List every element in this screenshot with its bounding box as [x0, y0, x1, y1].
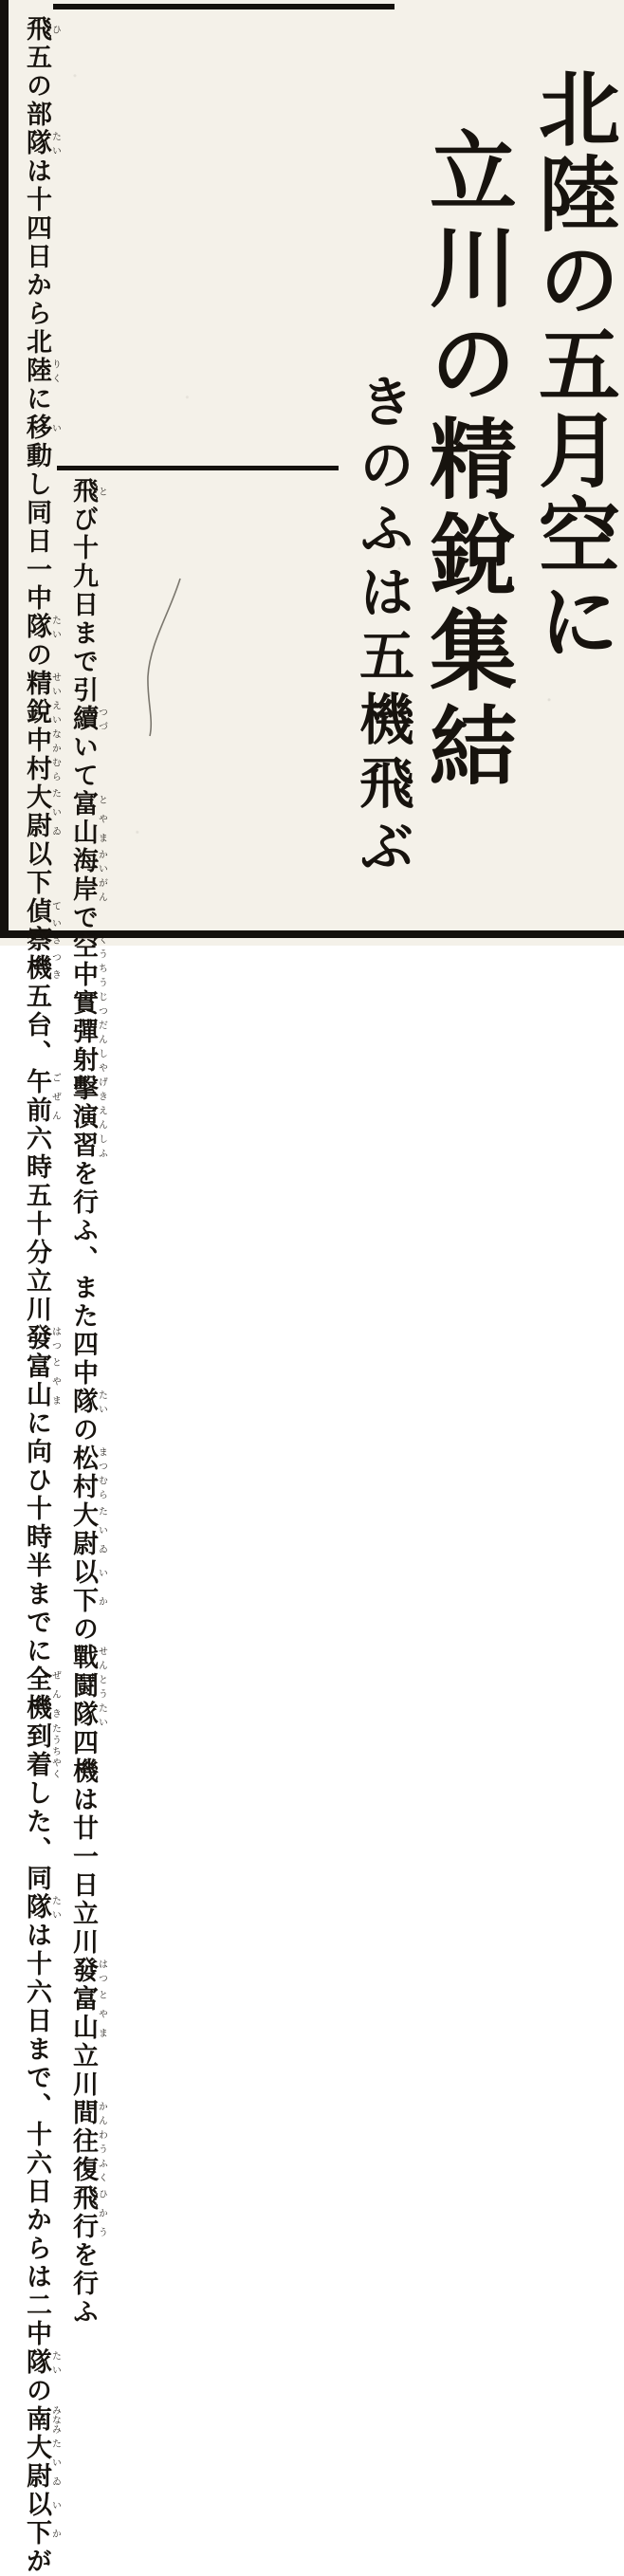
body-column-9: 四中隊たいの松村まつむら大尉たいゐ以下いかの戰鬪隊せんとうたい四 [69, 1331, 107, 1757]
stray-pen-mark [140, 577, 188, 738]
body-column-7: 飛とび十九日まで引續つづいて富山とやま海岸かいがん [69, 477, 107, 904]
body-column-8: で空中くうちう實彈じつだん射擊しやげき演習えんしふを行ふ、また [69, 904, 107, 1331]
body-column-4: 川發はつ富山とやまに向ひ十時半までに全機ぜんき [23, 1296, 61, 1722]
top-rule [53, 4, 395, 9]
body-column-3: 下偵察機ていさつき五台、午前ごぜん六時五十分立 [23, 869, 61, 1296]
section-divider-rule [57, 466, 339, 470]
article-top-block [9, 15, 64, 2576]
left-border-rule [0, 0, 9, 935]
body-column-2: 動し同日一中隊たいの精銳せいえい中村なかむら大尉たいゐ以 [23, 442, 61, 869]
body-column-5: 到着たうちやくした、同隊たいは十六日まで、十 [23, 1722, 61, 2149]
body-column-11: 飛行ひかうを行ふ [69, 2184, 107, 2327]
body-column-10: 機は廿一日立川發はつ富山とやま立川間かん往復わうふく [69, 1757, 107, 2184]
body-column-1: 飛ひ五の部隊たいは十四日から北陸りくに移い [23, 15, 61, 442]
headline-secondary: 立川の精銳集結 [417, 126, 514, 797]
headline-main: 北陸の五月空に [526, 66, 617, 664]
subheadline: きのふは五機飛ぶ [351, 373, 413, 881]
body-column-6: 六日からは二中隊たいの南みなみ大尉たいゐ以下いかが [23, 2149, 61, 2576]
article-bottom-block [55, 477, 112, 2327]
